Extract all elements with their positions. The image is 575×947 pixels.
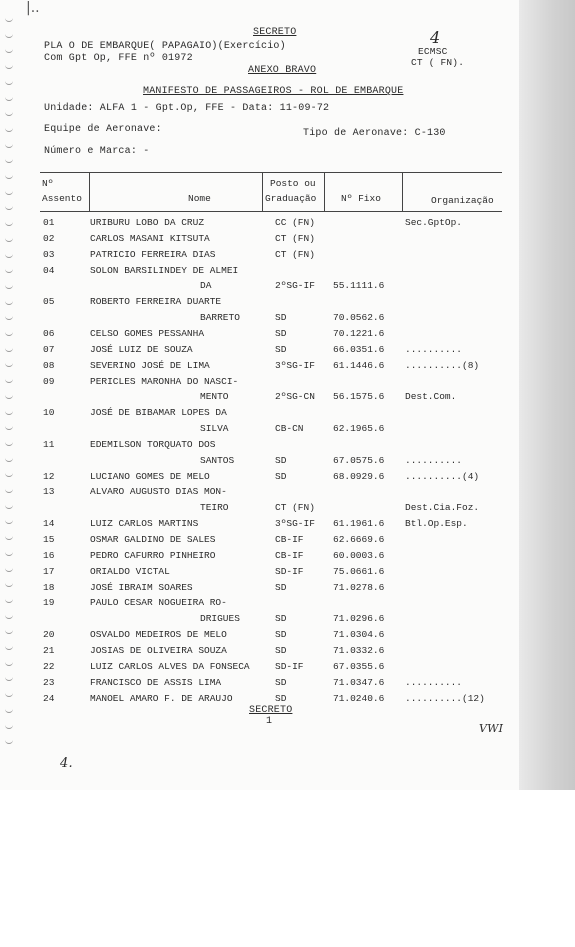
secret-label-top: SECRETO [253, 27, 297, 38]
header-rank-line2: Graduação [265, 193, 317, 204]
table-row [0, 486, 533, 502]
rank-cell: CT (FN) [275, 248, 315, 260]
name-cell: URIBURU LOBO DA CRUZ [90, 217, 205, 228]
rank-cell: SD [275, 327, 287, 339]
table-row [0, 391, 533, 407]
organization-cell: .......... [405, 676, 463, 688]
fixed-number-cell: 71.0278.6 [333, 581, 385, 593]
page-number: 1 [266, 716, 273, 727]
name-cell: PERICLES MARONHA DO NASCI- [90, 375, 239, 387]
organization-cell: ..........(8) [405, 359, 480, 371]
name-cell: SEVERINO JOSÉ DE LIMA [90, 359, 210, 371]
rank-cell: 3ºSG-IF [275, 359, 315, 371]
seat-number-cell: 14 [43, 518, 55, 530]
seat-number-cell: 06 [43, 327, 55, 339]
corner-handwritten-number: 4 [430, 28, 441, 47]
seat-number-cell: 21 [43, 644, 55, 656]
seat-number-cell: 11 [43, 438, 55, 450]
table-row [0, 423, 533, 439]
fixed-number-cell: 67.0355.6 [333, 660, 385, 672]
seat-number-cell: 22 [43, 660, 55, 672]
organization-cell: .......... [405, 454, 463, 466]
seat-number-cell: 07 [43, 343, 55, 355]
name-cell: ROBERTO FERREIRA DUARTE [90, 296, 222, 308]
table-row [0, 661, 533, 677]
seat-number-cell: 12 [43, 470, 55, 482]
rank-cell: CB-IF [275, 549, 304, 561]
table-row [0, 280, 533, 296]
binding-hole [5, 738, 13, 744]
seat-number-cell: 10 [43, 407, 55, 419]
name-cell: EDEMILSON TORQUATO DOS [90, 438, 216, 450]
plan-title: PLA O DE EMBARQUE( PAPAGAIO)(Exercício) [44, 41, 286, 52]
table-row [0, 407, 533, 423]
number-mark-line: Número e Marca: - [44, 146, 150, 157]
fixed-number-cell: 56.1575.6 [333, 391, 385, 403]
handwritten-page-mark: 4. [60, 756, 73, 771]
name-cell: JOSÉ DE BIBAMAR LOPES DA [90, 407, 227, 419]
name-cell: BARRETO [200, 312, 240, 324]
rank-cell: SD [275, 470, 287, 482]
fixed-number-cell: 70.1221.6 [333, 327, 385, 339]
header-seat-line1: Nº [42, 178, 54, 189]
table-row [0, 312, 533, 328]
rank-cell: CT (FN) [275, 232, 315, 244]
table-row [0, 360, 533, 376]
fixed-number-cell: 71.0347.6 [333, 676, 385, 688]
table-row [0, 645, 533, 661]
annex-label: ANEXO BRAVO [248, 65, 317, 76]
table-row [0, 582, 533, 598]
binding-hole [5, 79, 13, 85]
name-cell: SOLON BARSILINDEY DE ALMEI [90, 264, 239, 276]
table-row [0, 249, 533, 265]
fixed-number-cell: 71.0332.6 [333, 644, 385, 656]
rank-cell: 2ºSG-CN [275, 391, 315, 403]
name-cell: MANOEL AMARO F. DE ARAUJO [90, 692, 233, 704]
binding-hole [5, 157, 13, 163]
table-row [0, 439, 533, 455]
seat-number-cell: 02 [43, 232, 55, 244]
name-cell: CELSO GOMES PESSANHA [90, 327, 205, 339]
name-cell: PAULO CESAR NOGUEIRA RO- [90, 597, 227, 609]
name-cell: DA [200, 280, 212, 292]
name-cell: LUIZ CARLOS ALVES DA FONSECA [90, 660, 250, 672]
name-cell: PEDRO CAFURRO PINHEIRO [90, 549, 216, 561]
binding-hole [5, 110, 13, 116]
binding-hole [5, 32, 13, 38]
binding-hole [5, 173, 13, 179]
fixed-number-cell: 62.6669.6 [333, 534, 385, 545]
table-header-rule [40, 211, 502, 212]
header-organization: Organização [431, 195, 494, 206]
table-col-divider [402, 172, 403, 211]
name-cell: DRIGUES [200, 613, 240, 625]
table-top-rule [40, 172, 502, 173]
seat-number-cell: 24 [43, 692, 55, 704]
name-cell: OSMAR GALDINO DE SALES [90, 534, 216, 545]
binding-hole [5, 16, 13, 22]
seat-number-cell: 09 [43, 375, 55, 387]
table-row [0, 677, 533, 693]
name-cell: SANTOS [200, 454, 235, 466]
header-name: Nome [188, 193, 211, 204]
rank-cell: CB-IF [275, 534, 304, 545]
name-cell: JOSÉ IBRAIM SOARES [90, 581, 193, 593]
name-cell: TEIRO [200, 502, 229, 514]
table-row [0, 613, 533, 629]
name-cell: MENTO [200, 391, 229, 403]
name-cell: LUCIANO GOMES DE MELO [90, 470, 210, 482]
rank-cell: CT (FN) [275, 502, 315, 514]
rank-cell: SD [275, 454, 287, 466]
table-row [0, 328, 533, 344]
rank-cell: SD-IF [275, 565, 304, 577]
rank-cell: 3ºSG-IF [275, 518, 315, 530]
organization-cell: Btl.Op.Esp. [405, 518, 468, 530]
plan-reference: Com Gpt Op, FFE nº 01972 [44, 53, 193, 64]
name-cell: OSVALDO MEDEIROS DE MELO [90, 629, 227, 641]
seat-number-cell: 03 [43, 248, 55, 260]
rank-cell: SD [275, 629, 287, 641]
rank-cell: SD [275, 692, 287, 704]
table-row [0, 376, 533, 392]
rank-cell: SD [275, 613, 287, 625]
fixed-number-cell: 75.0661.6 [333, 565, 385, 577]
fixed-number-cell: 70.0562.6 [333, 312, 385, 324]
fixed-number-cell: 66.0351.6 [333, 343, 385, 355]
table-row [0, 217, 533, 233]
table-row [0, 629, 533, 645]
binding-hole [5, 126, 13, 132]
table-row [0, 597, 533, 613]
rank-cell: CB-CN [275, 423, 304, 435]
binding-hole [5, 189, 13, 195]
binding-hole [5, 142, 13, 148]
handwritten-mark-top: |.. [26, 0, 40, 16]
seat-number-cell: 18 [43, 581, 55, 593]
corner-code: ECMSC [418, 46, 448, 57]
organization-cell: .......... [405, 343, 463, 355]
header-seat-line2: Assento [42, 193, 82, 204]
name-cell: CARLOS MASANI KITSUTA [90, 232, 210, 244]
seat-number-cell: 05 [43, 296, 55, 308]
binding-hole [5, 63, 13, 69]
corner-subcode: CT ( FN). [411, 57, 465, 68]
seat-number-cell: 13 [43, 486, 55, 498]
table-col-divider [324, 172, 325, 211]
rank-cell: SD [275, 343, 287, 355]
name-cell: SILVA [200, 423, 229, 435]
seat-number-cell: 19 [43, 597, 55, 609]
name-cell: ORIALDO VICTAL [90, 565, 170, 577]
rank-cell: SD [275, 676, 287, 688]
fixed-number-cell: 68.0929.6 [333, 470, 385, 482]
binding-hole [5, 204, 13, 210]
name-cell: FRANCISCO DE ASSIS LIMA [90, 676, 222, 688]
binding-hole [5, 47, 13, 53]
seat-number-cell: 04 [43, 264, 55, 276]
name-cell: ALVARO AUGUSTO DIAS MON- [90, 486, 227, 498]
table-row [0, 265, 533, 281]
table-row [0, 550, 533, 566]
name-cell: LUIZ CARLOS MARTINS [90, 518, 199, 530]
rank-cell: SD [275, 644, 287, 656]
seat-number-cell: 17 [43, 565, 55, 577]
table-col-divider [262, 172, 263, 211]
fixed-number-cell: 61.1446.6 [333, 359, 385, 371]
table-row [0, 296, 533, 312]
seat-number-cell: 08 [43, 359, 55, 371]
organization-cell: Dest.Cia.Foz. [405, 502, 480, 514]
organization-cell: Dest.Com. [405, 391, 457, 403]
crew-line: Equipe de Aeronave: [44, 124, 162, 135]
seat-number-cell: 15 [43, 534, 55, 545]
binding-hole [5, 95, 13, 101]
name-cell: JOSÉ LUIZ DE SOUZA [90, 343, 193, 355]
header-fixed-number: Nº Fixo [341, 193, 381, 204]
seat-number-cell: 01 [43, 217, 55, 228]
binding-hole [5, 723, 13, 729]
rank-cell: CC (FN) [275, 217, 315, 228]
seat-number-cell: 20 [43, 629, 55, 641]
rank-cell: SD [275, 312, 287, 324]
table-row [0, 455, 533, 471]
name-cell: JOSIAS DE OLIVEIRA SOUZA [90, 644, 227, 656]
secret-label-bottom: SECRETO [249, 705, 293, 716]
table-row [0, 534, 533, 550]
name-cell: PATRICIO FERREIRA DIAS [90, 248, 216, 260]
rank-cell: SD [275, 581, 287, 593]
fixed-number-cell: 67.0575.6 [333, 454, 385, 466]
table-row [0, 518, 533, 534]
table-row [0, 566, 533, 582]
fixed-number-cell: 71.0240.6 [333, 692, 385, 704]
rank-cell: 2ºSG-IF [275, 280, 315, 292]
table-row [0, 471, 533, 487]
unit-date-line: Unidade: ALFA 1 - Gpt.Op, FFE - Data: 11-09-72 [44, 103, 330, 114]
organization-cell: ..........(4) [405, 470, 480, 482]
organization-cell: ..........(12) [405, 692, 485, 704]
table-row [0, 344, 533, 360]
handwritten-initials: VWI [479, 722, 504, 735]
fixed-number-cell: 60.0003.6 [333, 549, 385, 561]
fixed-number-cell: 61.1961.6 [333, 518, 385, 530]
seat-number-cell: 23 [43, 676, 55, 688]
manifest-title: MANIFESTO DE PASSAGEIROS - ROL DE EMBARQUE [143, 86, 404, 97]
table-col-divider [89, 172, 90, 211]
table-row [0, 502, 533, 518]
fixed-number-cell: 71.0296.6 [333, 613, 385, 625]
aircraft-type-line: Tipo de Aeronave: C-130 [303, 128, 446, 139]
seat-number-cell: 16 [43, 549, 55, 561]
table-row [0, 233, 533, 249]
fixed-number-cell: 62.1965.6 [333, 423, 385, 435]
fixed-number-cell: 71.0304.6 [333, 629, 385, 641]
rank-cell: SD-IF [275, 660, 304, 672]
fixed-number-cell: 55.1111.6 [333, 280, 385, 292]
header-rank-line1: Posto ou [270, 178, 316, 189]
organization-cell: Sec.GptOp. [405, 217, 463, 228]
